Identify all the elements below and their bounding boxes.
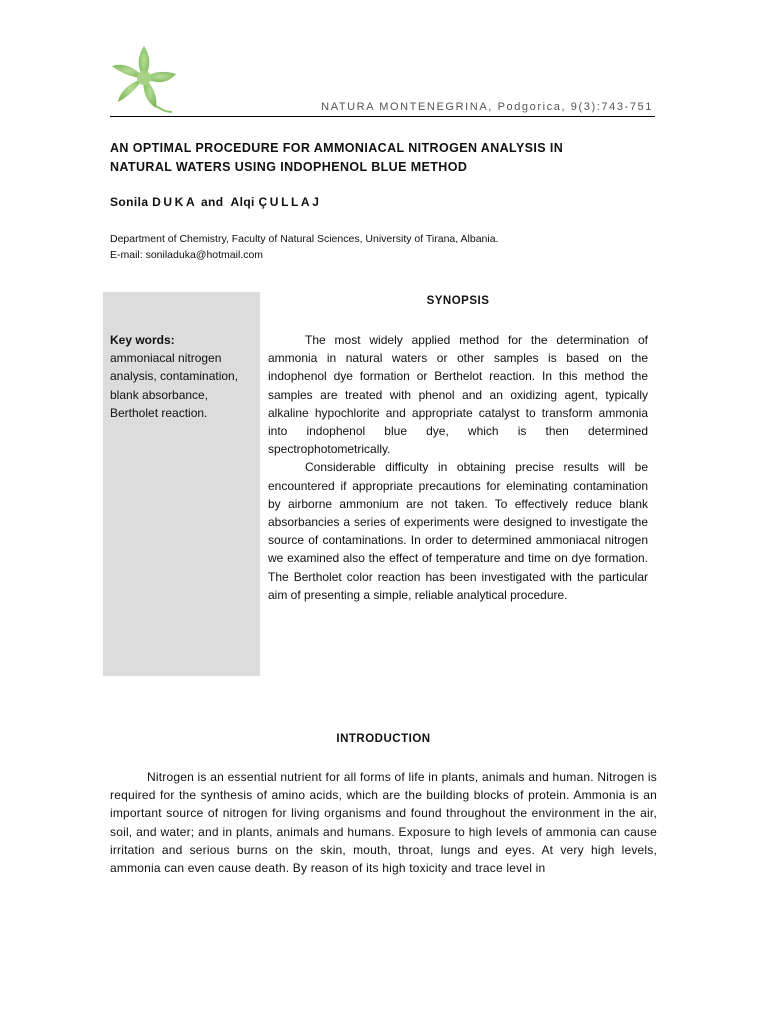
author1-first: Sonila <box>110 195 149 209</box>
affiliation-block <box>110 231 498 263</box>
synopsis-heading: SYNOPSIS <box>426 295 490 307</box>
synopsis-body <box>268 331 648 604</box>
journal-citation: NATURA MONTENEGRINA, Podgorica, 9(3):743-751 <box>321 101 653 113</box>
authors <box>110 195 321 209</box>
author2-last: ÇULLAJ <box>258 195 322 209</box>
title-line-1: AN OPTIMAL PROCEDURE FOR AMMONIACAL NITROGEN ANALYSIS IN <box>110 141 564 155</box>
keywords-label: Key words: <box>110 333 175 347</box>
synopsis-paragraph-1: The most widely applied method for the determination of ammonia in natural waters or other samples is based on the indophenol dye formation or Berthelot reaction. In this method the samples are treated with phenol and an oxidizing agent, typically alkaline hypochlorite and appropriate catalyst to transform ammonia into indophenol blue dye, which is then determined spectrophotometrically. <box>268 333 648 457</box>
introduction-paragraph-1: Nitrogen is an essential nutrient for all forms of life in plants, animals and human. Nitrogen is required for the synthesis of amino acids, which are the building blocks of protein. Ammonia is an important source of nitrogen for living organisms and found throughout the environment in the air, soil, and water; and in plants, animals and humans. Exposure to high levels of ammonia can cause irritation and serious burns on the skin, mouth, throat, lungs and eyes. At very high levels, ammonia can even cause death. By reason of its high toxicity and trace level in <box>110 770 657 876</box>
author1-last: DUKA <box>152 195 198 209</box>
introduction-heading: INTRODUCTION <box>336 733 431 745</box>
header-rule <box>110 116 655 117</box>
title-line-2: NATURAL WATERS USING INDOPHENOL BLUE METHOD <box>110 159 468 174</box>
email: E-mail: soniladuka@hotmail.com <box>110 249 264 261</box>
affiliation: Department of Chemistry, Faculty of Natural Sciences, University of Tirana, Albania. <box>110 233 499 245</box>
article-title <box>110 139 670 176</box>
keywords-text: ammoniacal nitrogen analysis, contamination, blank absorbance, Bertholet reaction. <box>110 351 239 420</box>
author2-first: Alqi <box>230 195 255 209</box>
keywords <box>110 331 258 422</box>
authors-and: and <box>200 195 224 209</box>
synopsis-paragraph-2: Considerable difficulty in obtaining precise results will be encountered if appropriate precautions for eleminating contamination by airborne ammonium are not taken. To effectively reduce blank absorbancies a series of experiments were designed to investigate the source of contaminations. In order to determined ammoniacal nitrogen we examined also the effect of temperature and time on dye formation. The Bertholet color reaction has been investigated with the particular aim of presenting a simple, reliable analytical procedure. <box>268 460 648 602</box>
introduction-body <box>110 768 657 877</box>
